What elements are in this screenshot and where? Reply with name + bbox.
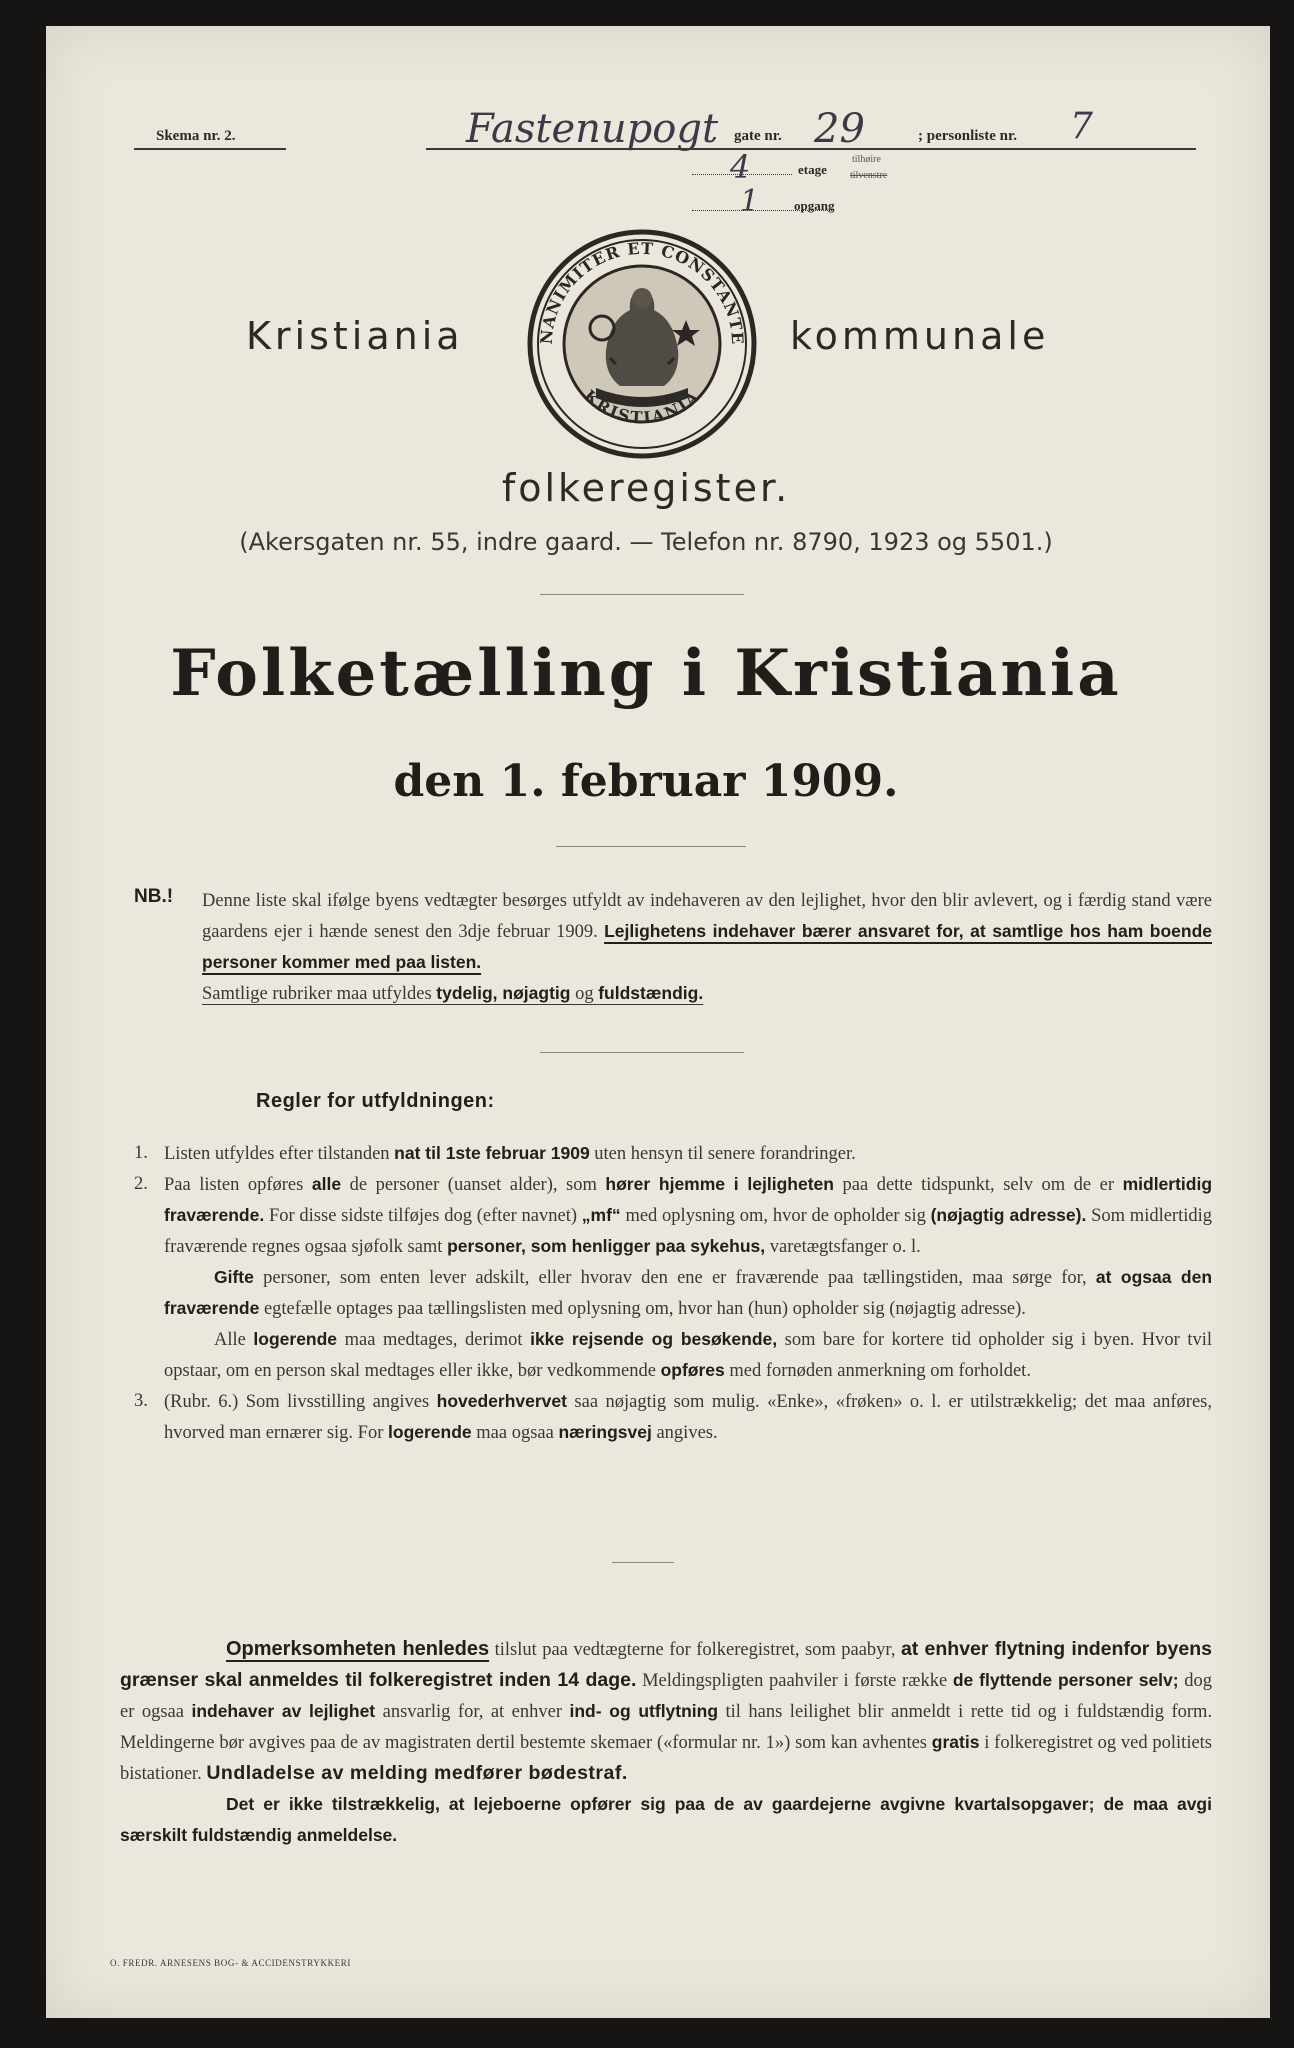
- skema-label: Skema nr. 2.: [156, 128, 236, 144]
- rule-2-text-k: Som midlertidig fraværende regnes ogsaa sjøfolk samt: [164, 1206, 1213, 1257]
- folkeregister-label: folkeregister.: [501, 466, 791, 510]
- notice-text-d: Meldingspligten paahviler i første række: [642, 1671, 948, 1691]
- gate-number-handwritten: 29: [814, 106, 865, 152]
- printer-credit: O. FREDR. ARNESENS BOG- & ACCIDENSTRYKKERI: [110, 1958, 351, 1968]
- rule-3-number: 3.: [134, 1391, 148, 1411]
- notice-bold-m: Undladelse av melding medfører bødestraf.: [206, 1762, 628, 1784]
- rule-3-text-g: angives.: [656, 1423, 718, 1443]
- rule-2-text-g: For disse sidste tilføjes dog (efter navnet): [268, 1206, 578, 1226]
- lodgers-text-c: maa medtages, derimot: [344, 1330, 523, 1350]
- notice-bold-c: at enhver flytning indenfor byens grænser skal anmeldes til folkeregistret inden 14 dage.: [120, 1638, 1212, 1691]
- notice-text-b: tilslut paa vedtægterne for folkeregistret, som paabyr,: [494, 1640, 896, 1660]
- rule-1-bold: nat til 1ste februar 1909: [394, 1143, 590, 1163]
- rule-2-bold-h: „mf“: [581, 1205, 621, 1225]
- rules-list: [134, 1138, 1212, 1448]
- lodgers-bold-d: ikke rejsende og besøkende,: [530, 1329, 778, 1349]
- lodgers-bold-f: opføres: [660, 1360, 725, 1380]
- rule-2-bold-j: (nøjagtig adresse).: [930, 1205, 1087, 1225]
- married-text-d: egtefælle optages paa tællingslisten med oplysning om, hvor han (hun) opholder sig (nøjagtig adresse).: [263, 1299, 1026, 1319]
- opgang-number-handwritten: 1: [740, 184, 760, 219]
- notice-bold-e: de flyttende personer selv;: [952, 1670, 1179, 1690]
- rule-2-bold-f: midlertidig fraværende.: [164, 1174, 1213, 1225]
- notice-paragraph: [120, 1634, 1212, 1851]
- nb-paragraph: [202, 886, 1212, 1009]
- rule-2-text-m: varetægtsfanger o. l.: [769, 1237, 921, 1257]
- rule-3-text-e: maa ogsaa: [476, 1423, 554, 1443]
- rule-3: [134, 1386, 1212, 1448]
- personliste-label: ; personliste nr.: [918, 128, 1018, 144]
- married-bold-c: at ogsaa den fraværende: [164, 1267, 1213, 1318]
- personliste-number-handwritten: 7: [1070, 106, 1093, 147]
- divider-2: [556, 846, 746, 847]
- rule-2-number: 2.: [134, 1174, 148, 1194]
- etage-underline: [692, 174, 792, 175]
- nb-label: NB.!: [134, 886, 174, 907]
- etage-label: etage: [798, 162, 827, 177]
- married-text-b: personer, som enten lever adskilt, eller hvorav den ene er fraværende paa tællingstiden, maa sørge for,: [263, 1268, 1087, 1288]
- tilvenstre-label: tilvenstre: [850, 170, 888, 181]
- notice-text-l: i folkeregistret og ved politiets bistationer.: [120, 1733, 1213, 1784]
- nb-text-2: Samtlige rubriker maa utfyldes: [202, 984, 432, 1004]
- kommunale-label: kommunale: [790, 314, 1050, 358]
- rule-3-text-c: saa nøjagtig som mulig. «Enke», «frøken» o. l. er utilstrækkelig; det maa anføres, hvorved man ernærer sig. For: [164, 1392, 1212, 1443]
- lodgers-text-e: som bare for kortere tid opholder sig i byen. Hvor tvil opstaar, om en person skal medtages eller ikke, bør vedkommende: [164, 1330, 1213, 1381]
- rule-3-text-a: (Rubr. 6.) Som livsstilling angives: [164, 1392, 430, 1412]
- married-bold-a: Gifte: [214, 1267, 254, 1287]
- notice-text-f: dog er ogsaa: [120, 1671, 1212, 1722]
- notice-bold-n: Det er ikke tilstrækkelig, at lejeboerne opfører sig paa de av gaardejerne avgivne kvartalsopgaver; de maa avgi særskilt fuldstændig anmeldelse.: [120, 1794, 1212, 1845]
- notice-bold-i: ind- og utflytning: [569, 1701, 719, 1721]
- seal-bottom-text: KRISTIANIA: [580, 386, 704, 428]
- nb-bold-2: tydelig, nøjagtig: [436, 983, 571, 1003]
- nb-text-1: Denne liste skal ifølge byens vedtægter besørges utfyldt av indehaveren av den lejlighet, hvor den blir avlevert, og i færdig stand være gaardens ejer i hænde senest den 3dje februar 1909.: [202, 891, 1212, 942]
- opgang-label: opgang: [794, 198, 835, 213]
- rule-2: [134, 1169, 1212, 1262]
- notice-bold-g: indehaver av lejlighet: [191, 1701, 376, 1721]
- census-date: den 1. februar 1909.: [393, 756, 899, 807]
- rule-2-bold-b: alle: [311, 1174, 342, 1194]
- notice-text-h: ansvarlig for, at enhver: [382, 1702, 562, 1722]
- divider-3: [540, 1052, 744, 1053]
- nb-bold-1: Lejlighetens indehaver bærer ansvaret for, at samtlige hos ham boende personer kommer med paa listen.: [202, 921, 1213, 972]
- etage-number-handwritten: 4: [730, 148, 751, 186]
- notice-text-j: til hans leilighet blir anmeldt i rette tid og i fuldstændig form. Meldingerne bør avgives paa de av magistraten dertil bestemte skemaer («formular nr. 1») som kan avhentes: [120, 1702, 1213, 1753]
- census-form-page: [46, 26, 1270, 2018]
- office-address: (Akersgaten nr. 55, indre gaard. — Telefon nr. 8790, 1923 og 5501.): [239, 528, 1053, 556]
- rule-2-bold-l: personer, som henligger paa sykehus,: [447, 1236, 766, 1256]
- seal-outer-text: NANIMITER ET CONSTANTE: [536, 238, 748, 346]
- nb-text-3: og: [575, 984, 594, 1004]
- rule-2-text-a: Paa listen opføres: [164, 1175, 304, 1195]
- street-handwritten: Fastenupogt: [466, 106, 719, 152]
- rule-2-text-i: med oplysning om, hvor de opholder sig: [625, 1206, 926, 1226]
- lodgers-bold-b: logerende: [253, 1329, 338, 1349]
- rule-3-bold-d: logerende: [388, 1422, 472, 1442]
- rule-2-married: [134, 1262, 1212, 1324]
- rule-2-lodgers: [134, 1324, 1212, 1386]
- rules-heading: Regler for utfyldningen:: [256, 1090, 495, 1112]
- kristiania-label: Kristiania: [246, 314, 464, 358]
- rule-1: [134, 1138, 1212, 1169]
- tilhoire-label: tilhøire: [852, 154, 881, 165]
- rule-1-text-c: uten hensyn til senere forandringer.: [594, 1144, 856, 1164]
- rule-2-text-e: paa dette tidspunkt, selv om de er: [842, 1175, 1115, 1195]
- divider-1: [540, 594, 744, 595]
- rule-2-text-c: de personer (uanset alder), som: [349, 1175, 597, 1195]
- skema-underline: [134, 148, 286, 150]
- nb-bold-3: fuldstændig.: [598, 983, 704, 1003]
- rule-3-bold-b: hovederhvervet: [436, 1391, 567, 1411]
- address-underline: [426, 148, 1196, 150]
- rule-3-bold-f: næringsvej: [558, 1422, 652, 1442]
- rule-1-text-a: Listen utfyldes efter tilstanden: [164, 1144, 390, 1164]
- notice-bold-a: Opmerksomheten henledes: [226, 1638, 490, 1660]
- notice-bold-k: gratis: [931, 1732, 980, 1752]
- lodgers-text-g: med fornøden anmerkning om forholdet.: [729, 1361, 1031, 1381]
- rule-1-number: 1.: [134, 1143, 148, 1163]
- gate-label: gate nr.: [734, 128, 782, 144]
- divider-4: [612, 1562, 674, 1563]
- rule-2-bold-d: hører hjemme i lejligheten: [605, 1174, 834, 1194]
- lodgers-text-a: Alle: [214, 1330, 246, 1350]
- city-seal-icon: [526, 228, 758, 460]
- census-title: Folketælling i Kristiania: [170, 636, 1122, 711]
